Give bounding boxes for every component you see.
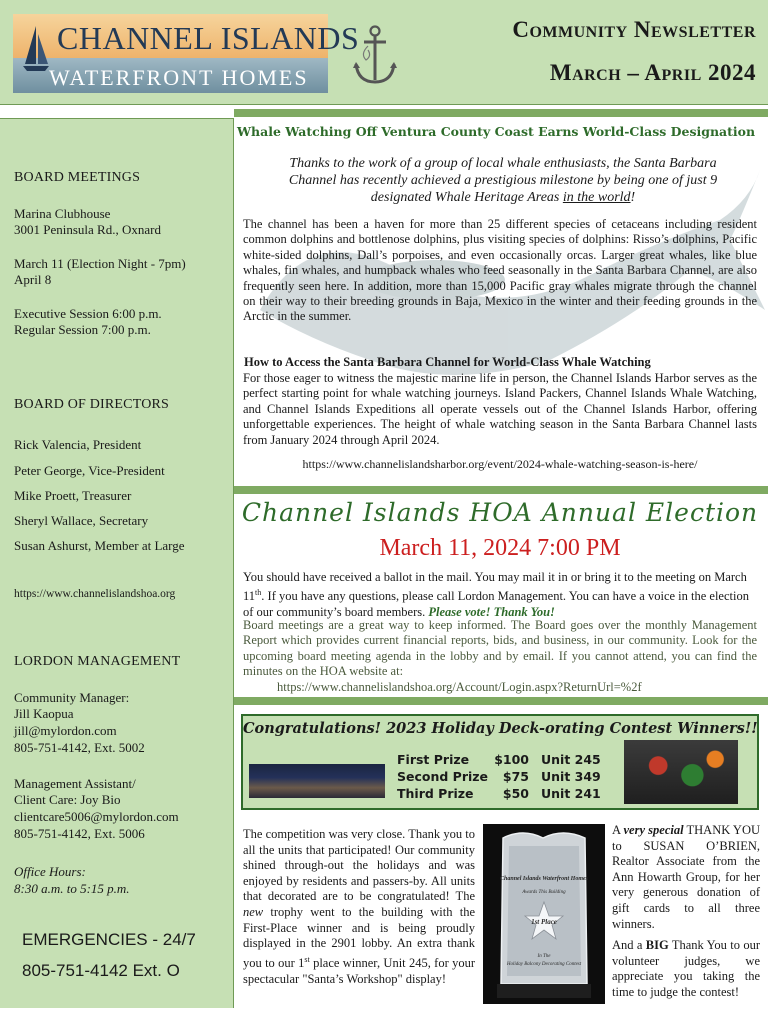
newsletter-title: Community Newsletter	[512, 17, 756, 42]
special-thanks: A very special THANK YOU to SUSAN O’BRIEN, Realtor Associate from the Ann Howarth Group, for her very generous donation of gift cards to all three winners. And a BIG Thank You to our volunteer judges, we appreciate you taking the time to judge the contest!	[612, 823, 761, 999]
community-manager-email[interactable]: jill@mylordon.com	[14, 723, 117, 738]
director-item: Peter George, Vice-President	[14, 463, 165, 478]
sidebar	[0, 118, 234, 1008]
election-title: Channel Islands HOA Annual Election	[241, 498, 759, 527]
logo-text-line2: WATERFRONT HOMES	[49, 65, 309, 90]
logo-text-line1: CHANNEL ISLANDS	[57, 20, 360, 56]
meeting-date-1: March 11 (Election Night - 7pm)	[14, 256, 186, 271]
trophy-text-line3: In The	[537, 954, 551, 959]
trophy-text-line4: Holiday Balcony Decorating Contest	[506, 962, 582, 967]
contest-winners-box: Congratulations! 2023 Holiday Deck-orating Contest Winners!! First Prize $100 Unit 245 Second Prize $75 Unit 349 Third Prize $50 Unit 241	[241, 714, 759, 810]
whale-article-body-2: For those eager to witness the majestic marine life in person, the Channel Islands Harbor serves as the perfect starting point for whale watching journeys. Island Packers, Channel Islands Whale Watching, and Channel Islands Expeditions all operate vessels out of the Channel Islands Harbor, offering unforgettable experiences. The height of whale watching season in the Santa Barbara Channel lasts from January 2024 through April 2024.	[243, 371, 757, 447]
office-hours-label: Office Hours:	[14, 864, 86, 879]
office-hours: 8:30 a.m. to 5:15 p.m.	[14, 881, 130, 896]
community-manager-phone: 805-751-4142, Ext. 5002	[14, 740, 145, 755]
board-meetings-heading: BOARD MEETINGS	[14, 170, 141, 185]
whale-article-title: Whale Watching Off Ventura County Coast Earns World-Class Designation	[237, 124, 756, 139]
building-night-photo	[249, 764, 385, 798]
board-of-directors-heading: BOARD OF DIRECTORS	[14, 397, 170, 412]
meeting-location-address: 3001 Peninsula Rd., Oxnard	[14, 222, 161, 237]
board-meetings-info: Board meetings are a great way to keep informed. The Board goes over the monthly Management Report which provides current financial reports, bids, and business, in our community. Look for the upcoming board meeting agenda in the lobby and by email. If you cannot attend, you can find the minutes on the HOA website at: https://www.channelislandshoa.org/Account/Login.aspx?ReturnUrl=%2f	[243, 618, 757, 694]
trophy-star-text: 1st Place	[531, 918, 557, 926]
newsletter-date: March – April 2024	[549, 60, 756, 85]
management-assistant-email[interactable]: clientcare5006@mylordon.com	[14, 809, 179, 824]
meeting-date-2: April 8	[14, 272, 52, 287]
management-assistant-name: Client Care: Joy Bio	[14, 792, 121, 807]
executive-session-time: Executive Session 6:00 p.m.	[14, 306, 162, 321]
emergencies-label: EMERGENCIES - 24/7	[22, 930, 196, 949]
election-body: You should have received a ballot in the mail. You may mail it in or bring it to the meeting on March 11th. If you have any questions, please call Lordon Management. You can have a voice in the election of our community’s board members. Please vote! Thank You!	[243, 570, 749, 619]
director-item: Rick Valencia, President	[14, 437, 142, 452]
director-item: Sheryl Wallace, Secretary	[14, 513, 149, 528]
section-divider	[234, 486, 768, 494]
anchor-icon	[350, 24, 400, 88]
emergency-phone: 805-751-4142 Ext. O	[22, 961, 180, 980]
trophy-image	[483, 824, 605, 1004]
trophy-text-line2: Awards This Building	[522, 890, 566, 895]
director-item: Susan Ashurst, Member at Large	[14, 538, 185, 553]
section-divider	[234, 697, 768, 705]
holiday-decorations-photo	[624, 740, 738, 804]
community-manager-title: Community Manager:	[14, 690, 130, 705]
election-datetime: March 11, 2024 7:00 PM	[379, 535, 621, 561]
whale-article-intro: Thanks to the work of a group of local whale enthusiasts, the Santa Barbara Channel has recently achieved a prestigious milestone by being one of just 9 designated Whale Heritage Areas in the world!	[288, 156, 718, 205]
management-assistant-title: Management Assistant/	[14, 776, 136, 791]
trophy-text-line1: Channel Islands Waterfront Homes	[500, 876, 588, 882]
whale-watching-link[interactable]: https://www.channelislandsharbor.org/event/2024-whale-watching-season-is-here/	[302, 457, 698, 471]
company-logo	[13, 14, 360, 93]
hoa-website-link[interactable]: https://www.channelislandshoa.org	[14, 588, 176, 600]
whale-article-subheading: How to Access the Santa Barbara Channel for World-Class Whale Watching	[244, 355, 651, 369]
trophy-photo	[483, 824, 605, 1004]
regular-session-time: Regular Session 7:00 p.m.	[14, 322, 151, 337]
community-manager-name: Jill Kaopua	[14, 706, 74, 721]
management-assistant-phone: 805-751-4142, Ext. 5006	[14, 826, 145, 841]
newsletter-header	[0, 0, 768, 105]
director-item: Mike Proett, Treasurer	[14, 488, 132, 503]
meeting-location-name: Marina Clubhouse	[14, 206, 111, 221]
please-vote-text: Please vote! Thank You!	[428, 604, 555, 619]
lordon-management-heading: LORDON MANAGEMENT	[14, 654, 181, 669]
sailboat-icon	[21, 24, 51, 74]
whale-article-body: The channel has been a haven for more than 25 different species of cetaceans including resident common dolphins and bottlenose dolphins, plus visiting species of dolphins: Risso’s dolphins, Pacific white-sided dolphins, Dall’s porpoises, and even occasionally orcas. Larger great whales, like blue whales, fin whales, and humpback whales who feed seasonally in the Santa Barbara Channel, are also frequently seen here. In addition, more than 15,000 Pacific gray whales migrate through the channel on their way to their breeding grounds in Baja, Mexico in the winter and their feeding grounds in the Arctic in the summer.	[243, 217, 757, 324]
contest-title: Congratulations! 2023 Holiday Deck-orating Contest Winners!!	[243, 720, 758, 737]
in-the-world-link[interactable]: in the world	[562, 190, 631, 205]
hoa-minutes-link[interactable]: https://www.channelislandshoa.org/Account/Login.aspx?ReturnUrl=%2f	[277, 679, 642, 694]
contest-description: The competition was very close. Thank you to all the units that participated! Our community shined through-out the holidays and was enjoyed by residents and passers-by. All units that decorated are to be congratulated! The new trophy went to the building with the First-Place winner and is being proudly displayed in the 2901 lobby. An extra thank you to our 1st place winner, Unit 245, for your spectacular "Santa’s Workshop" display!	[243, 827, 476, 986]
section-divider	[234, 109, 768, 117]
